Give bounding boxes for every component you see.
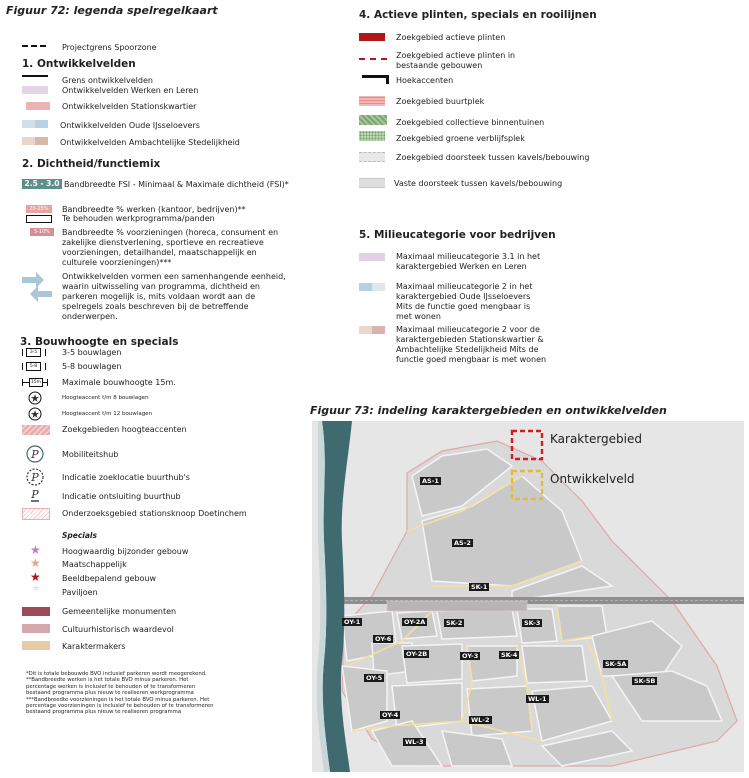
swatch-binnentuinen	[359, 115, 387, 125]
samenhang-label: Ontwikkelvelden vormen een samenhangende eenheid, waarin uitwisseling van programma, dichtheid en parkeren mogelijk is, mits voldaan wordt aan de spelregels zoals beschreven bij de betreffende onderwerpen.	[62, 272, 286, 321]
buurthub-access-icon	[28, 487, 42, 503]
svg-text:P: P	[31, 448, 39, 461]
swatch-ambacht-a	[22, 137, 35, 145]
map-label: OY-2B	[406, 650, 428, 658]
swatch-milieu-station-a	[359, 326, 372, 334]
behouden-symbol	[26, 215, 52, 223]
sec1-item-3: Ontwikkelvelden Oude IJsseloevers	[60, 121, 200, 130]
swatch-ambacht-b	[35, 137, 48, 145]
werken-label: Bandbreedte % werken (kantoor, bedrijven)**	[62, 205, 246, 214]
sec5-item-1: Maximaal milieucategorie 2 in het karaktergebied Oude IJsseloevers Mits de functie goed mengbaar is met wonen	[396, 282, 533, 321]
svg-text:P: P	[31, 471, 39, 484]
fsi-label: Bandbreedte FSI - Minimaal & Maximale dichtheid (FSI)*	[64, 180, 289, 189]
special-0: Hoogwaardig bijzonder gebouw	[62, 547, 189, 556]
swatch-oude-ijssel-a	[22, 120, 35, 128]
special-3: Paviljoen	[62, 588, 98, 597]
werken-badge: 20-25%	[26, 205, 52, 213]
onderzoek-label: Onderzoeksgebied stationsknoop Doetinchem	[62, 509, 247, 518]
sec1-item-0: Grens ontwikkelvelden	[62, 76, 153, 85]
sec4-item-0: Zoekgebied actieve plinten	[396, 33, 506, 42]
accent8-label: Hoogteaccent t/m 8 bouwlagen	[62, 395, 149, 401]
swatch-milieu-ijssel-a	[359, 283, 372, 291]
footnotes: *Dit is totale bebouwde BVO inclusief parkeren wordt meegerekend. **Bandbreedte werken is het totale BVO minus parkeren. Het percentage werken is inclusief te behouden of te transformeren bestaand programma plus nieuw te realiseren werkprogramma ***Bandbreedte voorzieningen is het totale BVO minus parkeren. Het percentage voorzieningen is inclusief te behouden of te transformeren bestaand programma plus nieuw te realiseren programma	[26, 671, 214, 716]
swatch-milieu-ijssel-b	[372, 283, 385, 291]
sec4-item-1: Zoekgebied actieve plinten in bestaande gebouwen	[396, 51, 516, 70]
map-label: OY-3	[462, 652, 479, 660]
project-boundary-symbol	[22, 45, 46, 47]
map-label: OY-6	[375, 635, 392, 643]
section1-title: 1. Ontwikkelvelden	[22, 58, 136, 70]
map-label: SK-2	[446, 619, 463, 627]
sec4-item-5: Zoekgebied groene verblijfsplek	[396, 134, 525, 143]
swatch-karaktermakers	[22, 641, 50, 650]
map-label: WL-2	[471, 716, 490, 724]
ontsluiting-label: Indicatie ontsluiting buurthub	[62, 492, 181, 501]
bh2-symbol: 5-8	[22, 363, 46, 370]
sec4-item-3: Zoekgebied buurtplek	[396, 97, 485, 106]
swatch-oude-ijssel-b	[35, 120, 48, 128]
bh2-label: 5-8 bouwlagen	[62, 362, 122, 371]
specials-title: Specials	[62, 531, 97, 540]
map-label: WL-1	[528, 695, 547, 703]
star-maatschappelijk-icon: ★	[30, 556, 41, 570]
monument-label-1: Cultuurhistorisch waardevol	[62, 625, 174, 634]
map-label: SK-5B	[634, 677, 656, 685]
map-svg	[312, 421, 744, 772]
fsi-badge: 2.5 - 3.0	[22, 179, 62, 189]
zoeklocatie-label: Indicatie zoeklocatie buurthub's	[62, 473, 190, 482]
corner-accent-symbol	[362, 75, 389, 84]
sec4-item-4: Zoekgebied collectieve binnentuinen	[396, 118, 545, 127]
exchange-arrows-icon	[22, 272, 52, 302]
monument-label-2: Karaktermakers	[62, 642, 126, 651]
map-label: WL-3	[405, 738, 424, 746]
accent8-star-icon	[28, 391, 42, 405]
swatch-milieu-station-b	[372, 326, 385, 334]
map-label: SK-3	[524, 619, 541, 627]
map-label: OY-2A	[404, 618, 426, 626]
swatch-groene-verblijfsplek	[359, 131, 385, 141]
karakter-map	[312, 421, 744, 772]
sec1-item-2: Ontwikkelvelden Stationskwartier	[62, 102, 197, 111]
star-beeldbepalend-icon: ★	[30, 570, 41, 584]
mobility-hub-icon	[26, 445, 44, 463]
development-boundary-symbol	[22, 75, 48, 77]
bh3-symbol: 15m	[22, 379, 48, 386]
swatch-onderzoeksgebied	[22, 508, 50, 520]
swatch-waardevol	[22, 624, 50, 633]
section3-title: 3. Bouwhoogte en specials	[20, 336, 179, 348]
swatch-milieu-werken	[359, 253, 385, 261]
monument-label-0: Gemeentelijke monumenten	[62, 607, 177, 616]
legend-ontwikkelveld: Ontwikkelveld	[550, 472, 635, 486]
swatch-vaste-doorsteek	[359, 178, 385, 188]
swatch-werken-leren	[22, 86, 48, 94]
voorzieningen-label: Bandbreedte % voorzieningen (horeca, consument en zakelijke dienstverlening, sportieve en recreatieve voorzieningen, detailhandel, maatschappelijk en culturele voorzieningen)***	[62, 228, 279, 267]
accent12-label: Hoogteaccent t/m 12 bouwlagen	[62, 411, 153, 417]
accent12-star-icon	[28, 407, 42, 421]
swatch-stationskwartier	[26, 102, 50, 110]
project-boundary-label: Projectgrens Spoorzone	[62, 43, 157, 52]
sec1-item-4: Ontwikkelvelden Ambachtelijke Stedelijkheid	[60, 138, 240, 147]
sec4-item-6: Zoekgebied doorsteek tussen kavels/bebouwing	[396, 153, 590, 162]
sec1-item-1: Ontwikkelvelden Werken en Leren	[62, 86, 199, 95]
map-label: OY-4	[382, 711, 399, 719]
bh1-label: 3-5 bouwlagen	[62, 348, 122, 357]
swatch-monument	[22, 607, 50, 616]
figure72-title: Figuur 72: legenda spelregelkaart	[6, 4, 218, 17]
map-label: SK-5A	[605, 660, 627, 668]
figure73-title: Figuur 73: indeling karaktergebieden en ontwikkelvelden	[310, 404, 667, 417]
special-2: Beeldbepalend gebouw	[62, 574, 157, 583]
map-label: SK-4	[501, 651, 518, 659]
swatch-actieve-plinten	[359, 33, 385, 41]
mobiliteit-label: Mobiliteitshub	[62, 450, 119, 459]
special-1: Maatschappelijk	[62, 560, 127, 569]
buurthub-search-icon	[26, 468, 44, 486]
swatch-buurtplek	[359, 96, 385, 106]
map-label: AS-1	[422, 477, 439, 485]
dashed-plinten-symbol	[359, 58, 387, 60]
swatch-zoek-hoogte	[22, 425, 50, 435]
section2-title: 2. Dichtheid/functiemix	[22, 158, 161, 170]
voorzieningen-badge: 5-10%	[30, 228, 54, 236]
bh3-label: Maximale bouwhoogte 15m.	[62, 378, 176, 387]
behouden-label: Te behouden werkprogramma/panden	[62, 214, 215, 223]
map-label: SK-1	[471, 583, 488, 591]
star-special-icon: ★	[30, 543, 41, 557]
sec4-item-7: Vaste doorsteek tussen kavels/bebouwing	[394, 179, 563, 188]
legend-karaktergebied: Karaktergebied	[550, 432, 643, 446]
svg-text:P: P	[31, 488, 39, 501]
map-label: AS-2	[454, 539, 471, 547]
section5-title: 5. Milieucategorie voor bedrijven	[359, 229, 556, 241]
bh1-symbol: 3-5	[22, 349, 46, 356]
section4-title: 4. Actieve plinten, specials en rooilijnen	[359, 9, 597, 21]
sec4-item-2: Hoekaccenten	[396, 76, 454, 85]
sec5-item-0: Maximaal milieucategorie 3.1 in het karaktergebied Werken en Leren	[396, 252, 541, 271]
map-label: OY-1	[344, 618, 361, 626]
zoek-hoogte-label: Zoekgebieden hoogteaccenten	[62, 425, 187, 434]
sec5-item-2: Maximaal milieucategorie 2 voor de karaktergebieden Stationskwartier & Ambachtelijke Stedelijkheid Mits de functie goed mengbaar is met wonen	[396, 325, 547, 364]
map-label: OY-5	[366, 674, 383, 682]
swatch-zoek-doorsteek	[359, 152, 385, 162]
star-paviljoen-icon: ★	[32, 584, 41, 594]
